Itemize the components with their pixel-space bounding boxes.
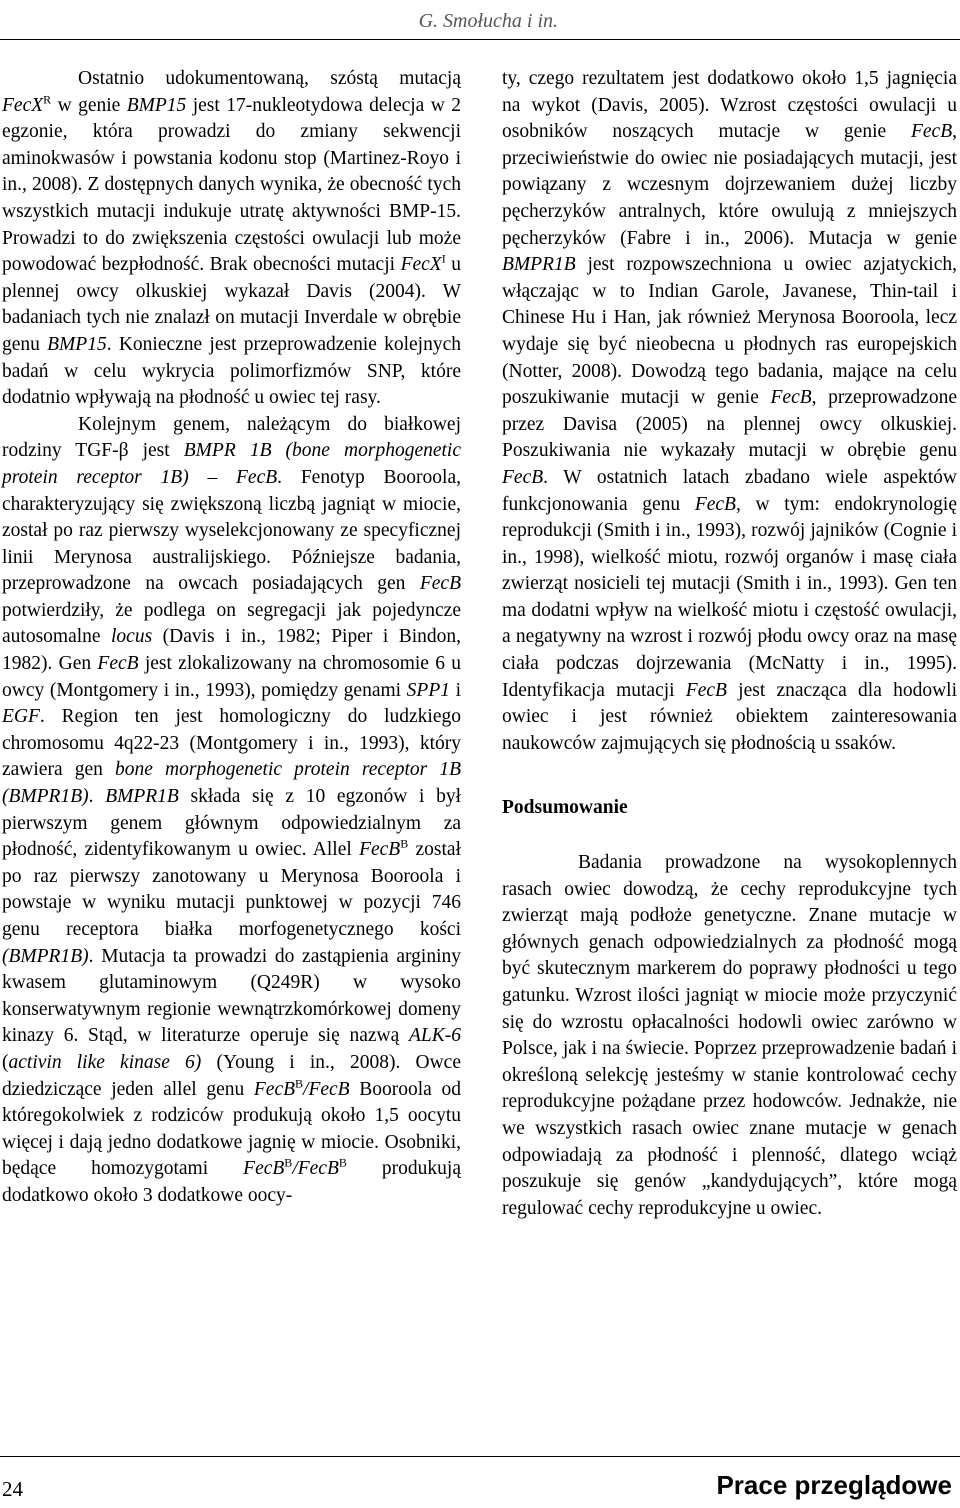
italic-text: FecB bbox=[910, 121, 953, 143]
section-heading: Podsumowanie bbox=[502, 797, 628, 819]
italic-text: FecB bbox=[770, 387, 812, 409]
right-column bbox=[502, 66, 957, 1222]
italic-text: /FecB bbox=[292, 1158, 339, 1180]
italic-text: ALK-6 bbox=[408, 1025, 461, 1047]
page-number: 24 bbox=[2, 1477, 23, 1501]
running-head: G. Smołucha i in. bbox=[418, 10, 558, 32]
italic-text: locus bbox=[111, 626, 153, 648]
left-column bbox=[2, 66, 461, 1210]
text-run: Ostatnio udokumentowaną, szóstą mutacją bbox=[78, 68, 461, 89]
footer-rule bbox=[0, 1456, 960, 1457]
text-run: Booroola od któregokolwiek z rodziców produkują około 1,5 oocytu więcej i dają jedno dodatkowe jagnię w miocie. Osobniki, będące homozygotami bbox=[2, 1078, 461, 1180]
text-run: został po raz pierwszy zanotowany u Merynosa Booroola i powstaje w wyniku mutacji punktowej w pozycji 746 genu receptora białka morfogenetycznego kości bbox=[2, 839, 461, 940]
text-run: (Young i in., 2008). Owce dziedziczące jeden allel genu bbox=[2, 1051, 461, 1100]
text-run: . Mutacja ta prowadzi do zastąpienia argininy kwasem glutaminowym (Q249R) w wysoko konserwatywnym regionie wewnątrzkomórkowej domeny kinazy 6. Stąd, w literaturze operuje się nazwą bbox=[2, 945, 461, 1047]
italic-text: FecX bbox=[400, 254, 442, 276]
text-run: . Konieczne jest przeprowadzenie kolejnych badań w celu wykrycia polimorfizmów SNP, które dodatnio wpływają na płodność u owiec tej rasy. bbox=[2, 333, 462, 409]
paragraph bbox=[502, 850, 957, 1222]
italic-text: FecB bbox=[694, 493, 736, 515]
text-run: , przeprowadzone przez Davisa (2005) na plennej owcy olkuskiej. Poszukiwania nie wykazały mutacji w obrębie genu bbox=[502, 387, 957, 462]
italic-text: /FecB bbox=[303, 1078, 350, 1100]
header-rule bbox=[0, 39, 960, 40]
section-type-label: Prace przeglądowe bbox=[716, 1470, 952, 1500]
text-run: . Fenotyp Booroola, charakteryzujący się zwiększoną liczbą jagniąt w miocie, został po raz pierwszy wyselekcjonowany ze specyficznej linii Merynosa australijskiego. Późniejsze badania, przeprowadzone na owcach posiadających gen bbox=[2, 466, 462, 595]
italic-text: BMPR 1B (bone morphogenetic protein receptor 1B) – FecB bbox=[2, 440, 461, 488]
italic-text: EGF bbox=[2, 706, 40, 728]
text-run: Kolejnym genem, należącym do białkowej rodziny TGF-β jest bbox=[2, 413, 461, 462]
text-run: i bbox=[449, 679, 461, 701]
text-run: w genie bbox=[51, 94, 127, 116]
text-run: , przeciwieństwie do owiec nie posiadających mutacji, jest powiązany z wczesnym dojrzewaniem dużej liczby pęcherzyków antralnych, które owulują z mniejszych pęcherzyków (Fabre i in., 2006). Mutacja w genie bbox=[502, 121, 957, 249]
superscript: B bbox=[295, 1076, 304, 1091]
italic-text: BMP15 bbox=[47, 333, 107, 355]
text-run: Badania prowadzone na wysokoplennych rasach owiec dowodzą, że cechy reprodukcyjne tych zwierząt mają podłoże genetyczne. Znane mutacje w głównych genach odpowiedzialnych za płodność mogą być skutecznym markerem do poprawy płodności u tego gatunku. Wzrost ilości jagniąt w miocie może przyczynić się do wzrostu opłacalności hodowli owiec zarówno w Polsce, jak i na świecie. Poprzez przeprowadzenie badań i określoną selekcję jesteśmy w stanie kontrolować cechy reprodukcyjne pożądane przez hodowców. Jednakże, nie we wszystkich rasach owiec znane mutacje w genach odpowiadają za płodność i plenność, dlatego wciąż poszukuje się genów „kandydujących”, które mogą regulować cechy reprodukcyjne u owiec. bbox=[502, 852, 957, 1219]
italic-text: SPP1 bbox=[406, 679, 450, 701]
italic-text: (BMPR1B) bbox=[2, 945, 89, 967]
text-run: produkują dodatkowo około 3 dodatkowe oocy- bbox=[2, 1158, 461, 1206]
text-run: jest rozpowszechniona u owiec azjatyckich, włączając w to Indian Garole, Javanese, Thin-tail i Chinese Hu i Han, jak również Merynosa Booroola, lecz wydaje się być nieobecna u płodnych ras europejskich (Notter, 2008). Dowodzą tego badania, mające na celu poszukiwanie mutacji w genie bbox=[502, 254, 957, 409]
italic-text: activin like kinase 6) bbox=[8, 1051, 202, 1073]
superscript: B bbox=[400, 836, 409, 851]
text-run: składa się z 10 egzonów i był pierwszym genem głównym odpowiedzialnym za płodność, zidentyfikowanym u owiec. Allel bbox=[2, 786, 461, 861]
italic-text: FecB bbox=[359, 839, 401, 861]
italic-text: BMPR1B bbox=[105, 786, 179, 808]
paragraph bbox=[2, 412, 461, 1210]
italic-text: BMP15 bbox=[126, 94, 187, 116]
italic-text: FecB bbox=[243, 1158, 285, 1180]
paragraph bbox=[502, 66, 957, 757]
italic-text: FecB bbox=[253, 1078, 296, 1100]
text-run: . bbox=[88, 786, 106, 808]
superscript: R bbox=[43, 92, 52, 107]
text-run: u plennej owcy olkuskiej wykazał Davis (2004). W badaniach tych nie znalazł on mutacji Inverdale w obrębie genu bbox=[2, 254, 461, 355]
text-run: . W ostatnich latach zbadano wiele aspektów funkcjonowania genu bbox=[502, 466, 957, 515]
paragraph bbox=[2, 66, 461, 412]
text-run: jest zlokalizowany na chromosomie 6 u owcy (Montgomery i in., 1993), pomiędzy genami bbox=[2, 653, 461, 701]
text-run: ty, czego rezultatem jest dodatkowo około 1,5 jagnięcia na wykot (Davis, 2005). Wzrost częstości owulacji u osobników noszących mutacje w genie bbox=[502, 68, 957, 143]
text-run: jest znacząca dla hodowli owiec i jest również obiektem zainteresowania naukowców zajmujących się płodnością u ssaków. bbox=[502, 679, 957, 754]
superscript: B bbox=[338, 1155, 347, 1170]
superscript: B bbox=[284, 1155, 293, 1170]
italic-text: FecB bbox=[419, 573, 461, 595]
text-run: ( bbox=[2, 1051, 9, 1073]
italic-text: FecB bbox=[502, 466, 544, 488]
italic-text: FecB bbox=[97, 653, 139, 675]
text-run: (Davis i in., 1982; Piper i Bindon, 1982). Gen bbox=[2, 626, 461, 675]
text-run: jest 17-nukleotydowa delecja w 2 egzonie, która prowadzi do zmiany sekwencji aminokwasów i powstania kodonu stop (Martinez-Royo i in., 2008). Z dostępnych danych wynika, że obecność tych wszystkich mutacji indukuje utratę aktywności BMP-15. Prowadzi to do zwiększenia częstości owulacji lub może powodować bezpłodność. Brak obecności mutacji bbox=[2, 94, 462, 276]
italic-text: FecX bbox=[2, 94, 44, 116]
italic-text: bone morphogenetic protein receptor 1B (BMPR1B) bbox=[2, 759, 461, 808]
italic-text: FecB bbox=[685, 679, 727, 701]
italic-text: BMPR1B bbox=[502, 254, 576, 276]
superscript: I bbox=[441, 251, 446, 266]
text-run: , w tym: endokrynologię reprodukcji (Smith i in., 1993), rozwój jajników (Cognie i in., 1998), wielkość miotu, rozwój organów i masę ciała zwierząt nosicieli tej mutacji (Smith i in., 1993). Gen ten ma dodatni wpływ na wielkość miotu i częstość owulacji, a negatywny na wzrost i rozwój płodu owcy oraz na masę ciała podczas dojrzewania (McNatty i in., 1995). Identyfikacja mutacji bbox=[502, 493, 957, 701]
text-run: potwierdziły, że podlega on segregacji jak pojedyncze autosomalne bbox=[2, 599, 461, 648]
text-run: . Region ten jest homologiczny do ludzkiego chromosomu 4q22-23 (Montgomery i in., 1993), który zawiera gen bbox=[2, 706, 461, 781]
